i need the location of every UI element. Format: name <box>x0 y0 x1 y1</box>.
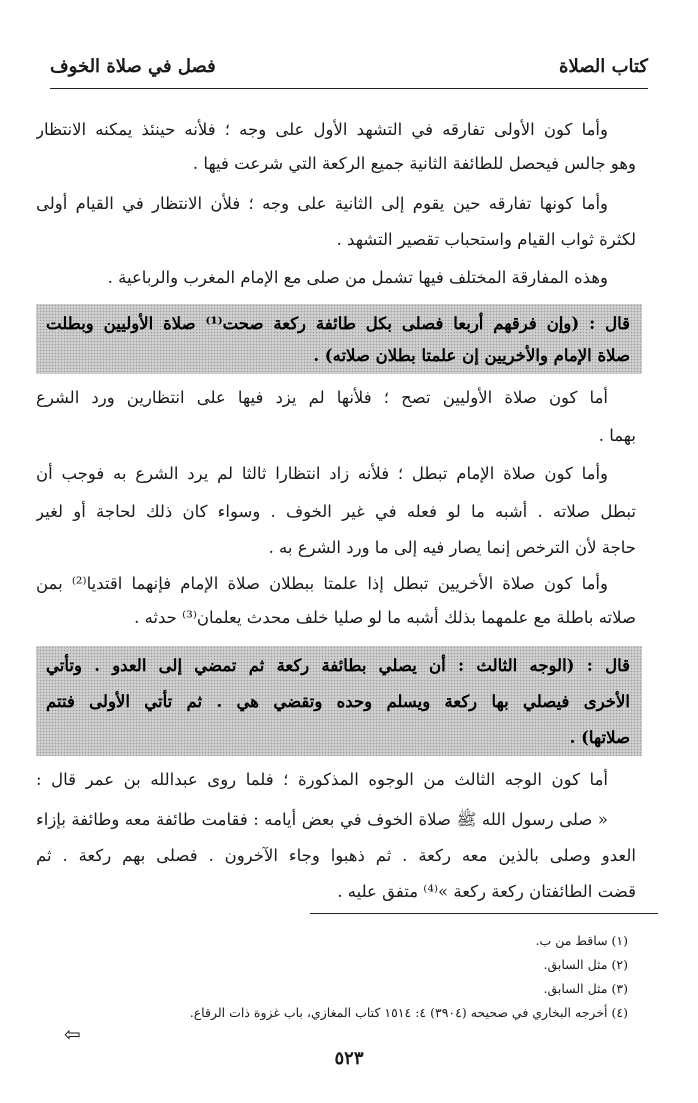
footnote: (٢) مثل السابق. <box>543 957 628 972</box>
paragraph-line: وأما كونها تفارقه حين يقوم إلى الثانية على وجه ؛ فلأن الانتظار في القيام أولى <box>36 194 608 213</box>
paragraph-line: أما كون الوجه الثالث من الوجوه المذكورة ؛ فلما روى عبدالله بن عمر قال : <box>36 770 608 789</box>
paragraph-line: وهذه المفارقة المختلف فيها تشمل من صلى مع الإمام المغرب والرباعية . <box>107 268 608 287</box>
paragraph-line: صلاته باطلة مع علمهما بذلك أشبه ما لو صليا خلف محدث يعلمان⁽³⁾ حدثه . <box>134 608 636 627</box>
page-number: ٥٢٣ <box>334 1048 364 1069</box>
paragraph-line: وأما كون الأولى تفارقه في التشهد الأول على وجه ؛ فلأنه حينئذ يمكنه الانتظار <box>36 120 608 139</box>
quote-line: قال : (وإن فرقهم أربعا فصلى بكل طائفة ركعة صحت⁽¹⁾ صلاة الأوليين وبطلت <box>46 314 630 333</box>
quote-line: صلاة الإمام والأخريين إن علمتا بطلان صلاته) . <box>313 346 630 365</box>
quote-line: الأخرى فيصلي بها ركعة ويسلم وحده وتقضي هي . ثم تأتي الأولى فتتم <box>46 692 630 711</box>
footnote-separator <box>310 913 658 914</box>
paragraph-line: وأما كون صلاة الأخريين تبطل إذا علمتا ببطلان صلاة الإمام فإنهما اقتديا⁽²⁾ بمن <box>36 574 608 593</box>
running-header <box>50 52 648 89</box>
hadith-line: « صلى رسول الله ﷺ صلاة الخوف في بعض أيامه : فقامت طائفة معه وطائفة بإزاء <box>36 810 608 829</box>
book-title: كتاب الصلاة <box>559 56 648 77</box>
paragraph-line: بهما . <box>598 426 636 445</box>
paragraph-line: وأما كون صلاة الإمام تبطل ؛ فلأنه زاد انتظارا ثالثا لم يرد الشرع به فوجب أن <box>36 464 608 483</box>
paragraph-line: وهو جالس فيحصل للطائفة الثانية جميع الركعة التي شرعت فيها . <box>192 154 636 173</box>
quote-line: صلاتها) . <box>569 728 630 747</box>
quote-line: قال : (الوجه الثالث : أن يصلي بطائفة ركعة ثم تمضي إلى العدو . وتأتي <box>46 656 630 675</box>
paragraph-line: لكثرة ثواب القيام واستحباب تقصير التشهد . <box>336 230 636 249</box>
paragraph-line: حاجة لأن الترخص إنما يصار فيه إلى ما ورد الشرع به . <box>268 538 636 557</box>
paragraph-line: أما كون صلاة الأوليين تصح ؛ فلأنها لم يزد فيها على انتظارين ورد الشرع <box>36 388 608 407</box>
footnote: (١) ساقط من ب. <box>535 933 628 948</box>
footnote: (٤) أخرجه البخاري في صحيحه (٣٩٠٤) ٤: ١٥١٤ كتاب المغازي، باب غزوة ذات الرقاع. <box>189 1005 628 1020</box>
hadith-line: العدو وصلى بالذين معه ركعة . ثم ذهبوا وجاء الآخرون . فصلى بهم ركعة . ثم <box>36 846 636 865</box>
quote-box <box>36 646 642 756</box>
hadith-line: قضت الطائفتان ركعة ركعة »⁽⁴⁾ متفق عليه . <box>337 882 636 901</box>
quote-box <box>36 304 642 374</box>
chapter-title: فصل في صلاة الخوف <box>50 56 216 77</box>
arrow-left-icon[interactable]: ⇦ <box>64 1022 81 1046</box>
paragraph-line: تبطل صلاته . أشبه ما لو فعله في غير الخوف . وسواء كان ذلك لحاجة أو لغير <box>36 502 636 521</box>
footnote: (٣) مثل السابق. <box>543 981 628 996</box>
